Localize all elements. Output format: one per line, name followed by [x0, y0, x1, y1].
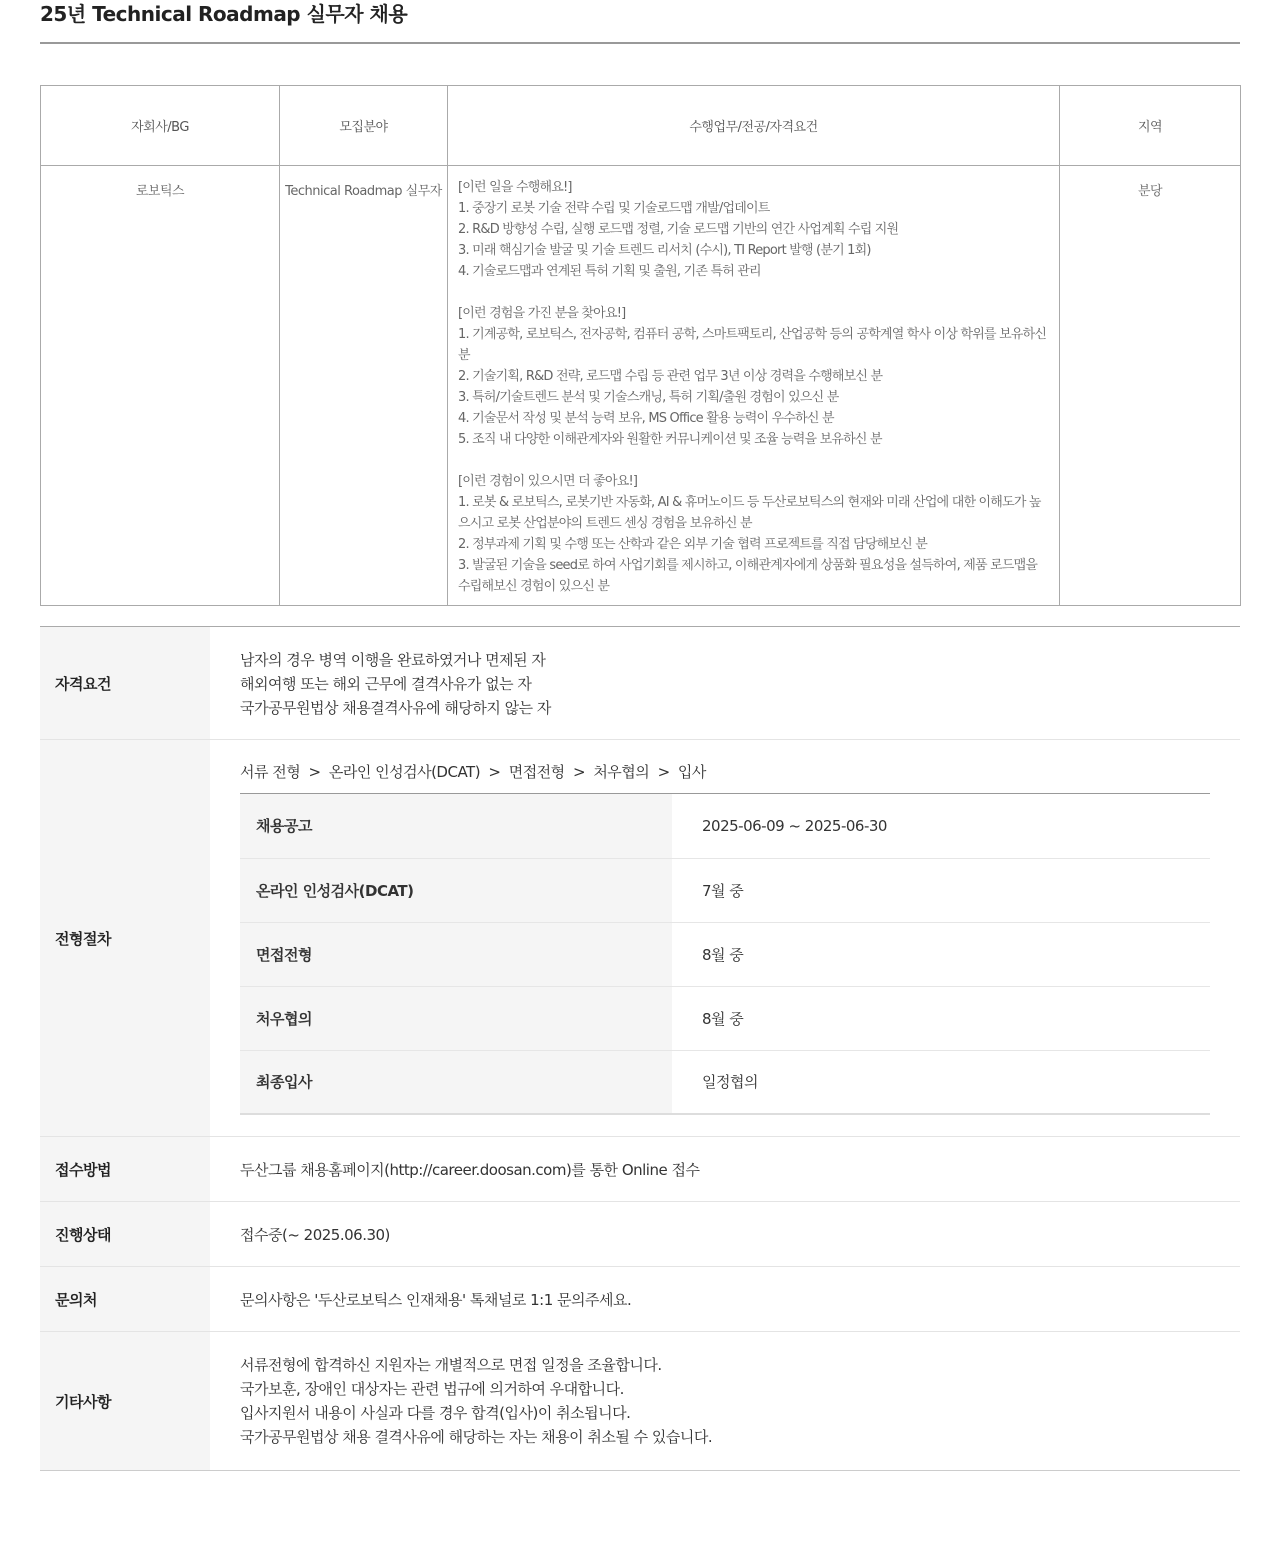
duty-line: 1. 로봇 & 로보틱스, 로봇기반 자동화, AI & 휴머노이드 등 두산로보틱스의 현재와 미래 산업에 대한 이해도가 높으시고 로봇 산업분야의 트렌드 센싱 경험을 보유하신 분 — [458, 495, 1041, 531]
duty-spacer — [458, 450, 1051, 471]
apply-value: 두산그룹 채용홈페이지(http://career.doosan.com)를 통한 Online 접수 — [240, 1160, 700, 1179]
duty-line: 4. 기술문서 작성 및 분석 능력 보유, MS Office 활용 능력이 우수하신 분 — [458, 411, 834, 426]
info-table — [40, 626, 1240, 1471]
duty-line: 1. 기계공학, 로보틱스, 전자공학, 컴퓨터 공학, 스마트팩토리, 산업공학 등의 공학계열 학사 이상 학위를 보유하신 분 — [458, 327, 1047, 363]
duty-line: 2. R&D 방향성 수립, 실행 로드맵 정렬, 기술 로드맵 기반의 연간 사업계획 수립 지원 — [458, 222, 899, 237]
job-table-header — [41, 86, 1241, 166]
duty-line: 2. 기술기획, R&D 전략, 로드맵 수립 등 관련 업무 3년 이상 경력을 수행해보신 분 — [458, 369, 883, 384]
step: 입사 — [677, 763, 706, 781]
qualification-row — [40, 627, 1240, 740]
company-cell: 로보틱스 — [41, 166, 280, 606]
duty-line: 2. 정부과제 기획 및 수행 또는 산학과 같은 외부 기술 협력 프로젝트를 직접 담당해보신 분 — [458, 537, 927, 552]
job-table — [40, 85, 1241, 606]
header-duties: 수행업무/전공/자격요건 — [448, 86, 1060, 166]
qualification-line: 해외여행 또는 해외 근무에 결격사유가 없는 자 — [240, 675, 532, 693]
process-label: 전형절차 — [40, 740, 210, 1136]
etc-line: 서류전형에 합격하신 지원자는 개별적으로 면접 일정을 조율합니다. — [240, 1356, 662, 1374]
etc-value — [210, 1332, 1240, 1470]
schedule-row — [240, 794, 1210, 858]
schedule-date: 7월 중 — [672, 858, 1210, 922]
process-steps — [240, 760, 1210, 794]
schedule-stage: 최종입사 — [240, 1050, 672, 1114]
step: 면접전형 — [508, 763, 565, 781]
schedule-row — [240, 858, 1210, 922]
duty-spacer — [458, 282, 1051, 303]
header-region: 지역 — [1060, 86, 1241, 166]
contact-label: 문의처 — [40, 1267, 210, 1331]
table-row — [41, 166, 1241, 606]
duty-line: 3. 미래 핵심기술 발굴 및 기술 트렌드 리서치 (수시), TI Report 발행 (분기 1회) — [458, 243, 871, 258]
schedule-row — [240, 922, 1210, 986]
etc-row — [40, 1332, 1240, 1470]
schedule-row — [240, 986, 1210, 1050]
qualification-line: 남자의 경우 병역 이행을 완료하였거나 면제된 자 — [240, 651, 546, 669]
schedule-date: 8월 중 — [672, 922, 1210, 986]
header-company: 자회사/BG — [41, 86, 280, 166]
duty-line: 1. 중장기 로봇 기술 전략 수립 및 기술로드맵 개발/업데이트 — [458, 201, 770, 216]
schedule-row — [240, 1050, 1210, 1114]
etc-line: 입사지원서 내용이 사실과 다를 경우 합격(입사)이 취소됩니다. — [240, 1404, 631, 1422]
qualification-label: 자격요건 — [40, 627, 210, 739]
duty-line: 3. 발굴된 기술을 seed로 하여 사업기회를 제시하고, 이해관계자에게 상품화 필요성을 설득하여, 제품 로드맵을 수립해보신 경험이 있으신 분 — [458, 558, 1038, 594]
duty-line: 3. 특허/기술트렌드 분석 및 기술스캐닝, 특허 기획/출원 경험이 있으신 분 — [458, 390, 839, 405]
apply-label: 접수방법 — [40, 1137, 210, 1201]
schedule-stage: 처우협의 — [240, 986, 672, 1050]
page-title: 25년 Technical Roadmap 실무자 채용 — [40, 0, 1240, 44]
qualification-line: 국가공무원법상 채용결격사유에 해당하지 않는 자 — [240, 699, 551, 717]
header-field: 모집분야 — [280, 86, 448, 166]
step-separator: > — [657, 763, 670, 781]
step: 서류 전형 — [240, 763, 301, 781]
schedule-table — [240, 794, 1210, 1115]
step-separator: > — [308, 763, 321, 781]
status-row — [40, 1202, 1240, 1267]
step-separator: > — [488, 763, 501, 781]
step-separator: > — [572, 763, 586, 781]
process-row — [40, 740, 1240, 1137]
etc-line: 국가보훈, 장애인 대상자는 관련 법규에 의거하여 우대합니다. — [240, 1380, 624, 1398]
region-cell: 분당 — [1060, 166, 1241, 606]
contact-row — [40, 1267, 1240, 1332]
duty-line: 5. 조직 내 다양한 이해관계자와 원활한 커뮤니케이션 및 조율 능력을 보유하신 분 — [458, 432, 882, 447]
schedule-date: 8월 중 — [672, 986, 1210, 1050]
schedule-date: 2025-06-09 ~ 2025-06-30 — [672, 794, 1210, 858]
duty-line: 4. 기술로드맵과 연계된 특허 기획 및 출원, 기존 특허 관리 — [458, 264, 761, 279]
duty-line: [이런 일을 수행해요!] — [458, 180, 572, 195]
duty-line: [이런 경험을 가진 분을 찾아요!] — [458, 306, 626, 321]
status-value: 접수중(~ 2025.06.30) — [240, 1225, 390, 1244]
duty-line: [이런 경험이 있으시면 더 좋아요!] — [458, 474, 638, 489]
schedule-stage: 채용공고 — [240, 794, 672, 858]
status-label: 진행상태 — [40, 1202, 210, 1266]
step: 처우협의 — [593, 763, 650, 781]
step: 온라인 인성검사(DCAT) — [328, 763, 481, 781]
contact-value: 문의사항은 '두산로보틱스 인재채용' 톡채널로 1:1 문의주세요. — [240, 1290, 632, 1309]
duties-cell — [448, 166, 1060, 606]
job-posting — [40, 0, 1240, 1471]
process-value — [210, 740, 1240, 1136]
schedule-stage: 면접전형 — [240, 922, 672, 986]
qualification-value — [210, 627, 1240, 739]
etc-line: 국가공무원법상 채용 결격사유에 해당하는 자는 채용이 취소될 수 있습니다. — [240, 1428, 713, 1446]
field-cell: Technical Roadmap 실무자 — [280, 166, 448, 606]
etc-label: 기타사항 — [40, 1332, 210, 1470]
schedule-date: 일정협의 — [702, 1073, 758, 1092]
schedule-stage: 온라인 인성검사(DCAT) — [240, 858, 672, 922]
apply-row — [40, 1137, 1240, 1202]
